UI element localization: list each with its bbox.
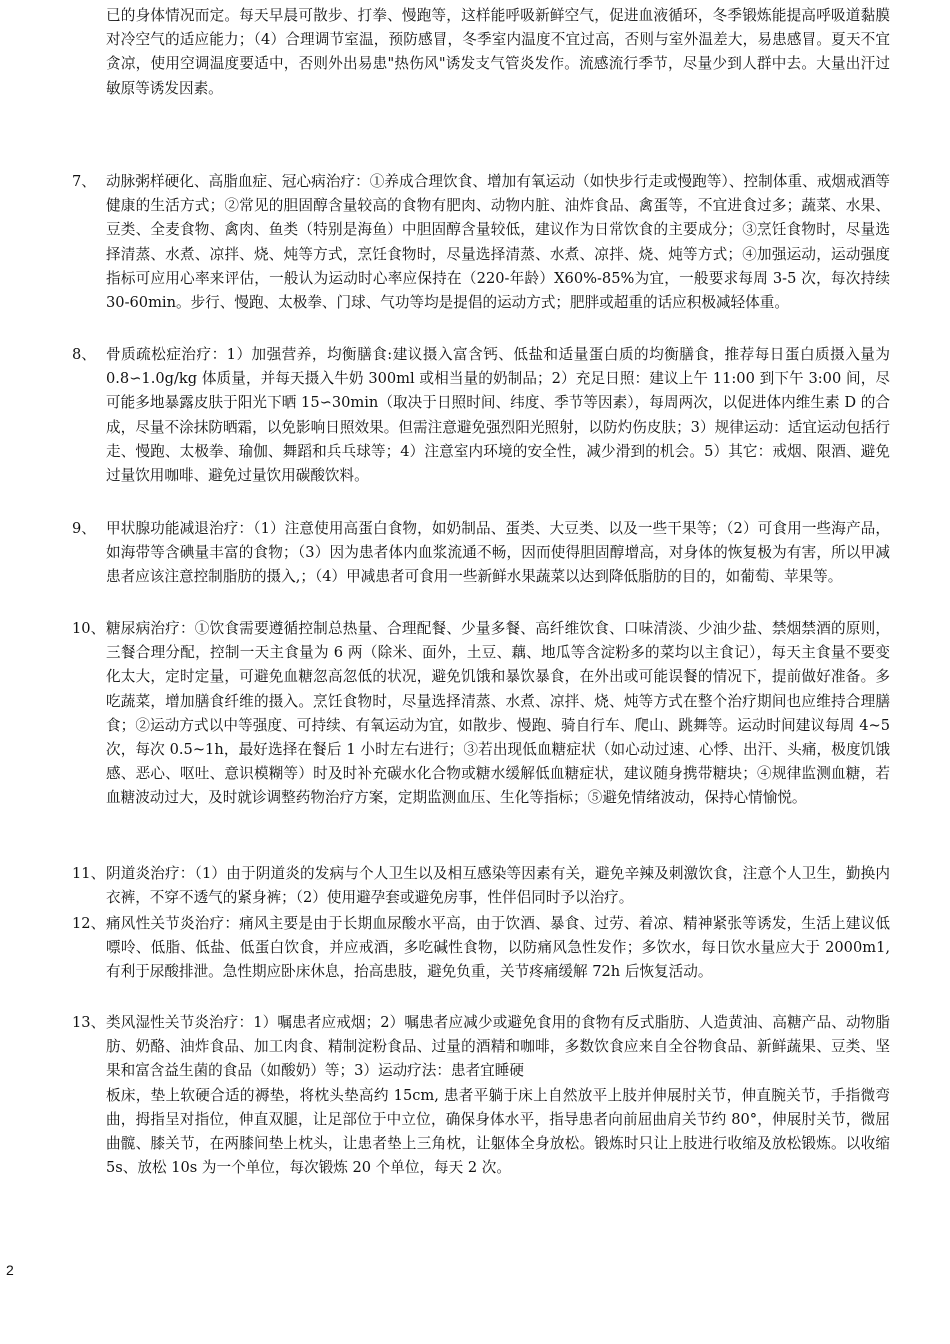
item-text: 痛风性关节炎治疗：痛风主要是由于长期血尿酸水平高，由于饮酒、暴食、过劳、着凉、精神紧张等诱发，生活上建议低嘌呤、低脂、低盐、低蛋白饮食，并应戒酒，多吃碱性食物，以防痛风急性发作；多饮水，每日饮水量应大于 2000m1, 有利于尿酸排泄。急性期应卧床休息，抬高患肢，避免负重，关节疼痛缓解 72h 后恢复活动。 — [106, 915, 890, 981]
list-item-11 — [72, 862, 890, 910]
item-text-continued: 板床，垫上软硬合适的褥垫，将枕头垫高约 15cm, 患者平躺于床上自然放平上肢并伸展肘关节，伸直腕关节，手指微弯曲，拇指呈对指位，伸直双腿，让足部位于中立位，确保身体水平，指导患者向前屈曲肩关节约 80°，伸展肘关节，微屈曲髋、膝关节，在两膝间垫上枕头，让患者垫上三角枕，让躯体全身放松。锻炼时只让上肢进行收缩及放松锻炼。以收缩 5s、放松 10s 为一个单位，每次锻炼 20 个单位，每天 2 次。 — [106, 1086, 890, 1177]
item-number: 9、 — [72, 520, 96, 537]
list-item-9 — [72, 517, 890, 590]
item-text: 阴道炎治疗：（1）由于阴道炎的发病与个人卫生以及相互感染等因素有关，避免辛辣及刺激饮食，注意个人卫生，勤换内衣裤，不穿不透气的紧身裤；（2）使用避孕套或避免房事，性伴侣同时予以治疗。 — [106, 865, 890, 907]
item-number: 11、 — [72, 865, 106, 882]
page-number: 2 — [6, 1262, 14, 1278]
item-text: 动脉粥样硬化、高脂血症、冠心病治疗：①养成合理饮食、增加有氧运动（如快步行走或慢跑等）、控制体重、戒烟戒酒等健康的生活方式；②常见的胆固醇含量较高的食物有肥肉、动物内脏、油炸食品、禽蛋等，不宜进食过多；蔬菜、水果、豆类、全麦食物、禽肉、鱼类（特别是海鱼）中胆固醇含量较低，建议作为日常饮食的主要成分；③烹饪食物时，尽量选择清蒸、水煮、凉拌、烧、炖等方式，烹饪食物时，尽量选择清蒸、水煮、凉拌、烧、炖等方式；④加强运动，运动强度指标可应用心率来评估，一般认为运动时心率应保持在（220-年龄）X60%-85%为宜，一般要求每周 3-5 次，每次持续 30-60min。步行、慢跑、太极拳、门球、气功等均是提倡的运动方式；肥胖或超重的话应积极减轻体重。 — [106, 173, 890, 312]
list-item-12 — [72, 912, 890, 985]
item-number: 10、 — [72, 620, 106, 637]
list-item-10 — [72, 617, 890, 811]
item-number: 12、 — [72, 915, 106, 932]
list-item-8 — [72, 343, 890, 488]
item-text: 类风湿性关节炎治疗：1）嘱患者应戒烟；2）嘱患者应减少或避免食用的食物有反式脂肪、人造黄油、高糖产品、动物脂肪、奶酪、油炸食品、加工肉食、精制淀粉食品、过量的酒精和咖啡，多数饮食应来自全谷物食品、新鲜蔬果、豆类、坚果和富含益生菌的食品（如酸奶）等；3）运动疗法：患者宜睡硬 — [106, 1014, 890, 1080]
item-number: 8、 — [72, 346, 96, 363]
list-item-13 — [72, 1011, 890, 1180]
item-text: 糖尿病治疗：①饮食需要遵循控制总热量、合理配餐、少量多餐、高纤维饮食、口味清淡、少油少盐、禁烟禁酒的原则，三餐合理分配，控制一天主食量为 6 两（除米、面外，土豆、藕、地瓜等含淀粉多的菜均以主食记），每天主食量不要变化太大，定时定量，可避免血糖忽高忽低的状况，避免饥饿和暴饮暴食，在外出或可能误餐的情况下，提前做好准备。多吃蔬菜，增加膳食纤维的摄入。烹饪食物时，尽量选择清蒸、水煮、凉拌、烧、炖等方式在整个治疗期间也应维持合理膳食；②运动方式以中等强度、可持续、有氧运动为宜，如散步、慢跑、骑自行车、爬山、跳舞等。运动时间建议每周 4~5 次，每次 0.5~1h，最好选择在餐后 1 小时左右进行；③若出现低血糖症状（如心动过速、心悸、出汗、头痛，极度饥饿感、恶心、呕吐、意识模糊等）时及时补充碳水化合物或糖水缓解低血糖症状，建议随身携带糖块；④规律监测血糖，若血糖波动过大，及时就诊调整药物治疗方案，定期监测血压、生化等指标；⑤避免情绪波动，保持心情愉悦。 — [106, 620, 890, 807]
item-number: 7、 — [72, 173, 96, 190]
item-text: 甲状腺功能减退治疗：（1）注意使用高蛋白食物，如奶制品、蛋类、大豆类、以及一些干果等；（2）可食用一些海产品，如海带等含碘量丰富的食物；（3）因为患者体内血浆流通不畅，因而使得胆固醇增高，对身体的恢复极为有害，所以甲减患者应该注意控制脂肪的摄入,；（4）甲减患者可食用一些新鲜水果蔬菜以达到降低脂肪的目的，如葡萄、苹果等。 — [106, 520, 890, 586]
item-text: 骨质疏松症治疗：1）加强营养，均衡膳食:建议摄入富含钙、低盐和适量蛋白质的均衡膳食，推荐每日蛋白质摄入量为 0.8∽1.0g/kg 体质量，并每天摄入牛奶 300ml 或相当量的奶制品；2）充足日照：建议上午 11:00 到下午 3:00 间，尽可能多地暴露皮肤于阳光下晒 15∽30min（取决于日照时间、纬度、季节等因素），每周两次，以促进体内维生素 D 的合成，尽量不涂抹防晒霜，以免影响日照效果。但需注意避免强烈阳光照射，以防灼伤皮肤；3）规律运动：适宜运动包括行走、慢跑、太极拳、瑜伽、舞蹈和兵乓球等；4）注意室内环境的安全性，减少滑到的机会。5）其它：戒烟、限酒、避免过量饮用咖啡、避免过量饮用碳酸饮料。 — [106, 346, 890, 485]
item-number: 13、 — [72, 1014, 106, 1031]
continued-paragraph: 已的身体情况而定。每天早晨可散步、打拳、慢跑等，这样能呼吸新鲜空气，促进血液循环，冬季锻炼能提高呼吸道黏膜对冷空气的适应能力；（4）合理调节室温，预防感冒，冬季室内温度不宜过高，否则与室外温差大，易患感冒。夏天不宜贪凉，使用空调温度要适中，否则外出易患"热伤风"诱发支气管炎发作。流感流行季节，尽量少到人群中去。大量出汗过敏原等诱发因素。 — [106, 7, 890, 97]
list-item-7 — [72, 170, 890, 315]
